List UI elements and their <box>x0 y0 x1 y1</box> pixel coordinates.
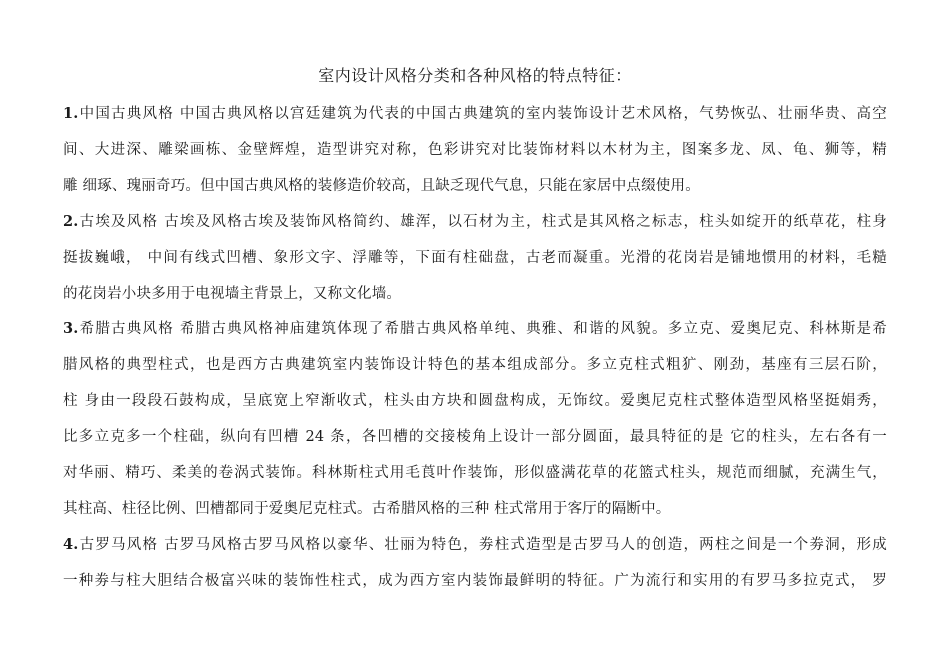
paragraph-3-line-3: 柱 身由一段段石鼓构成，呈底宽上窄渐收式，柱头由方块和圆盘构成，无饰纹。爱奥尼克柱式整体造型风格坚挺娟秀， <box>63 393 887 409</box>
paragraph-3-line-2: 腊风格的典型柱式，也是西方古典建筑室内装饰设计特色的基本组成部分。多立克柱式粗犷、刚劲，基座有三层石阶， <box>63 357 887 373</box>
paragraph-3-line-6: 其柱高、柱径比例、凹槽都同于爱奥尼克柱式。古希腊风格的三种 柱式常用于客厅的隔断中。 <box>63 501 671 517</box>
paragraph-3-line-4: 比多立克多一个柱础，纵向有凹槽 24 条，各凹槽的交接棱角上设计一部分圆面，最具特征的是 它的柱头，左右各有一 <box>63 429 887 445</box>
paragraph-3-line-5: 对华丽、精巧、柔美的卷涡式装饰。科林斯柱式用毛莨叶作装饰，形似盛满花草的花篮式柱头，规范而细腻，充满生气， <box>63 465 887 481</box>
paragraph-1-line-3: 雕 细琢、瑰丽奇巧。但中国古典风格的装修造价较高，且缺乏现代气息，只能在家居中点缀使用。 <box>63 178 700 194</box>
line-text: 中国古典风格 中国古典风格以宫廷建筑为代表的中国古典建筑的室内装饰设计艺术风格，气势恢弘、壮丽华贵、高空 <box>78 106 887 122</box>
paragraph-number: 1. <box>63 105 79 122</box>
paragraph-2-line-2: 挺拔巍峨， 中间有线式凹槽、象形文字、浮雕等，下面有柱础盘，古老而凝重。光滑的花岗岩是铺地惯用的材料，毛糙 <box>63 250 887 266</box>
paragraph-1-line-2: 间、大进深、雕梁画栋、金壁辉煌，造型讲究对称，色彩讲究对比装饰材料以木材为主，图案多龙、凤、龟、狮等，精 <box>63 142 887 158</box>
paragraph-1-line-1 <box>63 104 887 124</box>
line-text: 希腊古典风格 希腊古典风格神庙建筑体现了希腊古典风格单纯、典雅、和谐的风貌。多立克、爱奥尼克、科林斯是希 <box>78 321 887 337</box>
paragraph-4-line-1 <box>63 535 887 555</box>
paragraph-3-line-1 <box>63 319 887 339</box>
paragraph-2-line-1 <box>63 212 887 232</box>
paragraph-4-line-2: 一种劵与柱大胆结合极富兴味的装饰性柱式，成为西方室内装饰最鲜明的特征。广为流行和实用的有罗马多拉克式， 罗 <box>63 573 887 589</box>
line-text: 古罗马风格 古罗马风格古罗马风格以豪华、壮丽为特色，劵柱式造型是古罗马人的创造，两柱之间是一个劵洞，形成 <box>78 537 887 553</box>
document-title: 室内设计风格分类和各种风格的特点特征： <box>318 66 632 85</box>
paragraph-number: 2. <box>63 213 79 230</box>
paragraph-2-line-3: 的花岗岩小块多用于电视墙主背景上，又称文化墙。 <box>63 286 402 302</box>
paragraph-number: 3. <box>63 320 79 337</box>
paragraph-number: 4. <box>63 536 79 553</box>
line-text: 古埃及风格 古埃及风格古埃及装饰风格简约、雄浑，以石材为主，柱式是其风格之标志，柱头如绽开的纸草花，柱身 <box>78 214 887 230</box>
